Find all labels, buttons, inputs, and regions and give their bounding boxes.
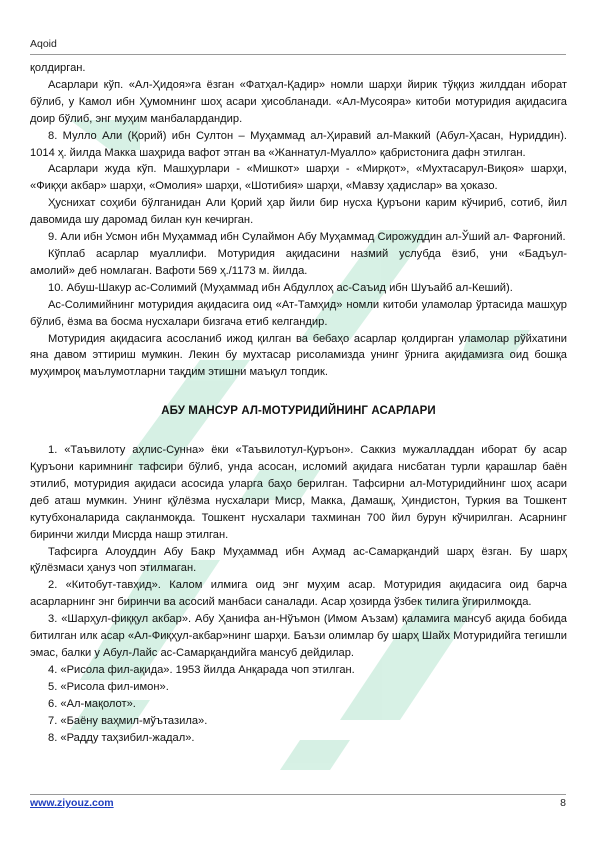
list-item: 4. «Рисола фил-ақида». 1953 йилда Анқарада чоп этилган. bbox=[48, 663, 355, 676]
list-item: 8. «Радду таҳзибил-жадал». bbox=[48, 731, 195, 744]
footer-website-link[interactable]: www.ziyouz.com bbox=[30, 797, 114, 809]
paragraph: 10. Абуш-Шакур ас-Солимий (Муҳаммад ибн Абдуллоҳ ас-Саъид ибн Шуъайб ал-Кеший). bbox=[48, 281, 513, 294]
paragraph: Ас-Солимийнинг мотуридия ақидасига оид «Ат-Тамҳид» номли китоби уламолар ўртасида машҳур бўлиб, ёзма ва босма нусхалари бизгача етиб келгандир. bbox=[30, 298, 567, 328]
paragraph: амолий» деб номлаган. Вафоти 569 ҳ./1173 м. йилда. bbox=[30, 264, 308, 277]
paragraph: 1. «Таъвилоту аҳлис-Сунна» ёки «Таъвилотул-Қуръон». Саккиз мужалладдан иборат бу асар Қуръони каримнинг тафсири бўлиб, унда асосан, исломий ақидага нисбатан турли қарашлар баён этилиб, мотуридия ақидаси асосида уларга баҳо берилган. Тафсирни ал-Мотуридийнинг шоҳ асари деб аташ мумкин. Унинг қўлёзма нусхалари Миср, Макка, Дамашқ, Ҳиндистон, Туркия ва Тошкент кутубхоналарида сақланмоқда. Тошкент нусхалари тахминан 700 йил бурун кўчирилган. Асарнинг биринчи жилди Мисрда нашр этилган. bbox=[30, 444, 567, 541]
header-divider bbox=[30, 54, 566, 55]
paragraph: Асарлари кўп. «Ал-Ҳидоя»га ёзган «Фатҳал-Қадир» номли шарҳи йирик тўққиз жилддан иборат бўлиб, у Камол ибн Ҳумомнинг шоҳ асари ҳисобланади. «Ал-Мусояра» китоби мотуридия ақидасига доир бўлиб, энг муҳим манбалардандир. bbox=[30, 78, 567, 125]
paragraph: 9. Али ибн Усмон ибн Муҳаммад ибн Сулаймон Абу Муҳаммад Сирожуддин ал-Ўший ал- Фарғоний. bbox=[48, 231, 566, 244]
footer-divider bbox=[30, 794, 566, 795]
header-title: Aqoid bbox=[30, 38, 57, 50]
list-item: 5. «Рисола фил-имон». bbox=[48, 680, 169, 693]
paragraph: Мотуридия ақидасига асосланиб ижод қилган ва бебаҳо асарлар қолдирган уламолар рўйхатини яна давом эттириш мумкин. Лекин бу мухтасар рисоламизда унинг ўрнига ақидамизга оид бошқа муҳимроқ маълумотларни тақдим этишни маъқул топдик. bbox=[30, 332, 567, 379]
paragraph: 2. «Китобут-тавҳид». Калом илмига оид энг муҳим асар. Мотуридия ақидасига оид барча асарларнинг энг биринчи ва асосий манбаси саналади. Асар ҳозирда ўзбек тилига ўгирилмоқда. bbox=[30, 579, 567, 609]
page-number: 8 bbox=[560, 797, 566, 809]
list-item: 6. «Ал-мақолот». bbox=[48, 697, 136, 710]
paragraph: Асарлари жуда кўп. Машҳурлари - «Мишкот» шарҳи - «Мирқот», «Мухтасарул-Виқоя» шарҳи, «Фиқҳи акбар» шарҳи, «Омолия» шарҳи, «Шотибия» шарҳи, «Мавзу ҳадислар» ва ҳоказо. bbox=[30, 163, 567, 193]
paragraph: Ҳуснихат соҳиби бўлганидан Али Қорий ҳар йили бир нусха Қуръони карим кўчириб, сотиб, йил давомида шу даромад билан кун кечирган. bbox=[30, 197, 567, 227]
document-body bbox=[30, 60, 567, 746]
paragraph: 8. Мулло Али (Қорий) ибн Султон – Муҳаммад ал-Ҳиравий ал-Маккий (Абул-Ҳасан, Нуриддин). 1014 ҳ. йилда Макка шаҳрида вафот этган ва «Жаннатул-Муалло» қабристонига дафн этилган. bbox=[30, 129, 567, 159]
paragraph: Кўплаб асарлар муаллифи. Мотуридия ақидасини назмий услубда ёзиб, уни «Бадъул- bbox=[48, 247, 567, 260]
paragraph: Тафсирга Алоуддин Абу Бакр Муҳаммад ибн Аҳмад ас-Самарқандий шарҳ ёзган. Бу шарҳ қўлёзмаси ҳануз чоп этилмаган. bbox=[30, 545, 567, 575]
paragraph: қолдирган. bbox=[30, 62, 86, 74]
list-item: 7. «Баёну ваҳмил-мўътазила». bbox=[48, 714, 208, 727]
paragraph: 3. «Шарҳул-фиққул акбар». Абу Ҳанифа ан-Нўъмон (Имом Аъзам) қаламига мансуб ақида бобида битилган илк асар «Ал-Фиқҳул-акбар»нинг шарҳи. Баъзи олимлар бу шарҳ Шайх Мотуридийга тегишли эмас, балки у Абул-Лайс ас-Самарқандийга мансуб дейдилар. bbox=[30, 613, 567, 659]
section-heading: АБУ МАНСУР АЛ-МОТУРИДИЙНИНГ АСАРЛАРИ bbox=[161, 405, 436, 418]
